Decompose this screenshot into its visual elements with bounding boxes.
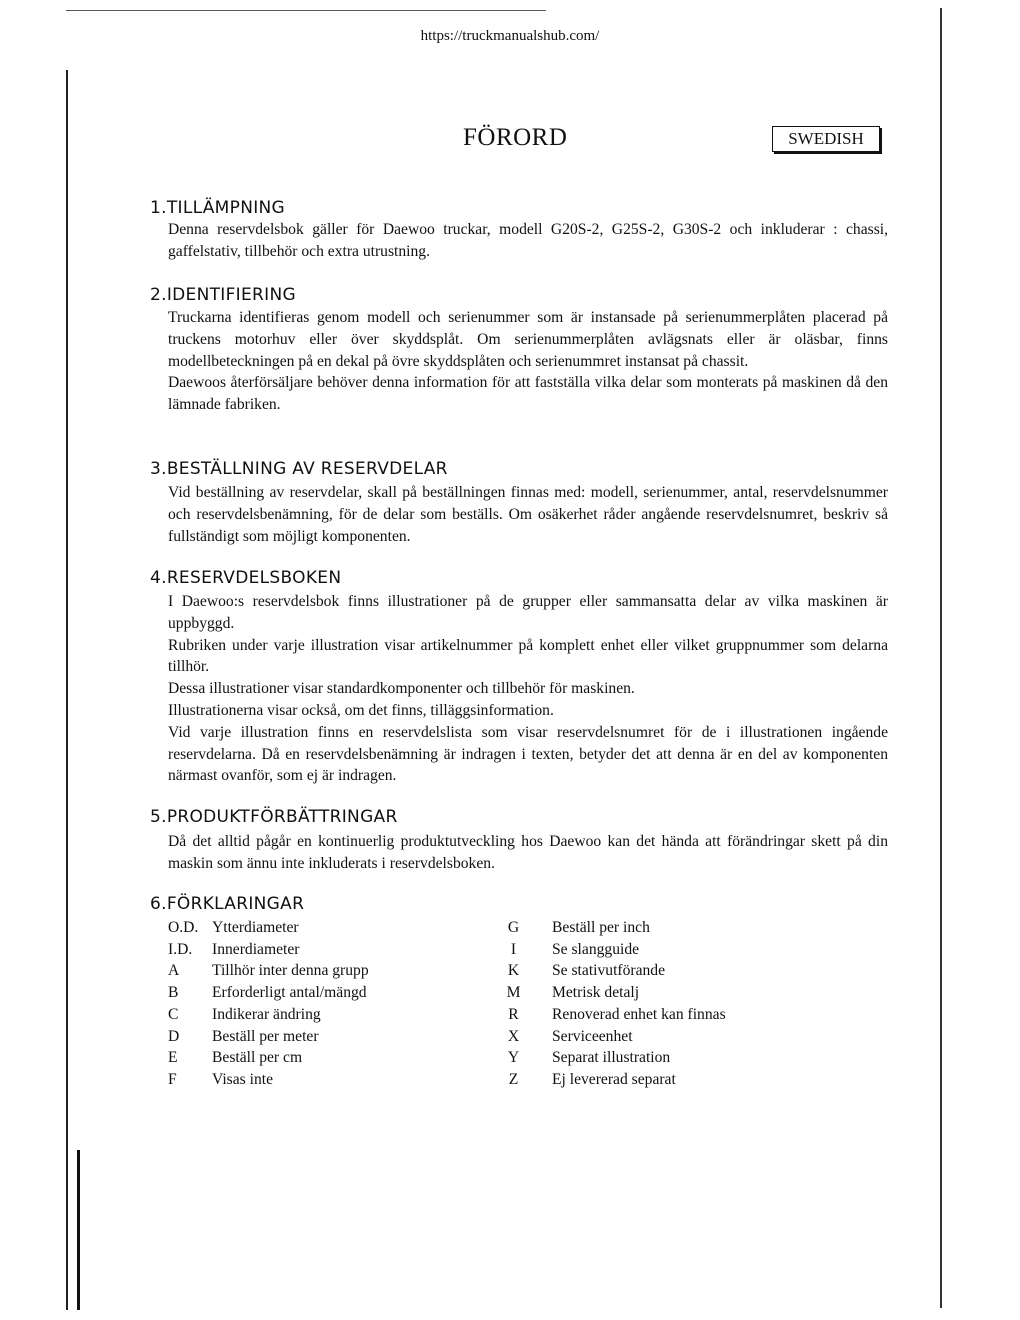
abbreviation-code: F bbox=[168, 1070, 177, 1088]
abbreviation-code: C bbox=[168, 1005, 179, 1023]
abbreviation-row bbox=[491, 1047, 821, 1069]
source-url[interactable]: https://truckmanualshub.com/ bbox=[420, 28, 600, 44]
abbreviation-code: O.D. bbox=[168, 919, 199, 936]
section-heading-identifiering: 2.IDENTIFIERING bbox=[150, 285, 296, 305]
abbreviation-text: Tillhör inter denna grupp bbox=[212, 962, 369, 980]
abbreviation-row bbox=[491, 939, 821, 961]
paragraph: Rubriken under varje illustration visar artikelnummer på komplett enhet eller vilket gruppnummer som delarna tillhör. bbox=[168, 636, 888, 676]
abbreviation-code: I.D. bbox=[168, 940, 193, 958]
abbreviation-row bbox=[168, 917, 468, 939]
abbreviation-code: E bbox=[168, 1049, 178, 1067]
paragraph: Illustrationerna visar också, om det finns, tilläggsinformation. bbox=[168, 701, 554, 719]
abbreviation-text: Beställ per meter bbox=[212, 1027, 319, 1045]
abbreviation-code: M bbox=[506, 984, 521, 1002]
scan-edge-left-lower bbox=[77, 1150, 80, 1310]
abbreviation-text: Erforderligt antal/mängd bbox=[212, 984, 367, 1002]
abbreviation-row bbox=[168, 1047, 468, 1069]
abbreviation-text: Innerdiameter bbox=[212, 940, 300, 958]
paragraph: Då det alltid pågår en kontinuerlig produktutveckling hos Daewoo kan det hända att förändringar skett på din maskin som ännu inte inkluderats i reservdelsboken. bbox=[168, 833, 888, 872]
abbreviation-row bbox=[168, 1026, 468, 1048]
abbreviation-list-right bbox=[491, 917, 821, 1091]
abbreviation-list-left bbox=[168, 917, 468, 1091]
abbreviation-text: Beställ per cm bbox=[212, 1049, 303, 1067]
language-badge: SWEDISH bbox=[772, 126, 880, 152]
abbreviation-row bbox=[168, 982, 468, 1004]
abbreviation-code: B bbox=[168, 984, 179, 1002]
section-body-produktforbattringar bbox=[168, 831, 888, 875]
abbreviation-text: Ytterdiameter bbox=[212, 919, 299, 936]
abbreviation-row bbox=[491, 1069, 821, 1091]
page-title: FÖRORD bbox=[463, 124, 568, 151]
abbreviation-text: Se slangguide bbox=[552, 940, 640, 958]
abbreviation-text: Ej levererad separat bbox=[552, 1070, 676, 1088]
abbreviation-row bbox=[168, 960, 468, 982]
abbreviation-code: K bbox=[507, 962, 520, 980]
paragraph: Vid varje illustration finns en reservdelslista som visar reservdelsnumret för de i illustrationen ingående reservdelarna. Då en reservdelsbenämning är indragen i texten, betyder det att denna är en del av komponenten närmast ovanför, som ej är indragen. bbox=[168, 723, 888, 785]
paragraph: Dessa illustrationer visar standardkomponenter och tillbehör för maskinen. bbox=[168, 680, 635, 698]
paragraph: I Daewoo:s reservdelsbok finns illustrationer på de grupper eller sammansatta delar av vilka maskinen är uppbyggd. bbox=[168, 593, 888, 632]
abbreviation-text: Separat illustration bbox=[552, 1049, 671, 1067]
abbreviation-row bbox=[491, 1004, 821, 1026]
abbreviation-text: Indikerar ändring bbox=[212, 1005, 321, 1023]
abbreviation-code: G bbox=[507, 919, 520, 936]
section-heading-produktforbattringar: 5.PRODUKTFÖRBÄTTRINGAR bbox=[150, 807, 398, 827]
abbreviation-row bbox=[491, 917, 821, 939]
abbreviation-text: Renoverad enhet kan finnas bbox=[552, 1005, 726, 1023]
abbreviation-row bbox=[491, 960, 821, 982]
abbreviation-text: Visas inte bbox=[212, 1070, 273, 1088]
abbreviation-code: Z bbox=[508, 1070, 519, 1088]
abbreviation-text: Beställ per inch bbox=[552, 919, 650, 936]
abbreviation-code: R bbox=[508, 1005, 519, 1023]
abbreviation-text: Se stativutförande bbox=[552, 962, 666, 980]
abbreviation-text: Serviceenhet bbox=[552, 1027, 633, 1045]
abbreviation-row bbox=[491, 1026, 821, 1048]
paragraph: Truckarna identifieras genom modell och serienummer som är instansade på serienummerplåten placerad på truckens motorhuv eller över skyddsplåt. Om serienummerplåten avlägsnats eller är oläsbar, finns modellbeteckningen på en dekal på övre skyddsplåten och serienummret instansat på chassit. bbox=[168, 309, 888, 370]
section-heading-reservdelsboken: 4.RESERVDELSBOKEN bbox=[150, 568, 342, 588]
abbreviation-code: D bbox=[168, 1027, 180, 1045]
section-body-tillampning bbox=[168, 219, 888, 263]
paragraph: Daewoos återförsäljare behöver denna information för att fastställa vilka delar som monterats på maskinen då den lämnade fabriken. bbox=[168, 374, 888, 414]
scan-edge-top bbox=[66, 10, 546, 11]
abbreviation-text: Metrisk detalj bbox=[552, 984, 640, 1002]
section-heading-bestallning: 3.BESTÄLLNING AV RESERVDELAR bbox=[150, 459, 448, 479]
abbreviation-row bbox=[168, 1069, 468, 1091]
paragraph: Vid beställning av reservdelar, skall på beställningen finnas med: modell, serienummer, antal, reservdelsnummer och reservdelsbenämning, för de delar som beställs. Om osäkerhet råder angående reservdelsnumret, beskriv så fullständigt som möjligt komponenten. bbox=[168, 484, 888, 545]
abbreviation-code: Y bbox=[507, 1049, 520, 1067]
abbreviation-code: A bbox=[168, 962, 180, 980]
abbreviation-row bbox=[168, 939, 468, 961]
abbreviation-code: I bbox=[510, 940, 517, 958]
section-heading-forklaringar: 6.FÖRKLARINGAR bbox=[150, 894, 305, 914]
section-body-identifiering bbox=[168, 307, 888, 416]
abbreviation-row bbox=[168, 1004, 468, 1026]
scan-edge-left bbox=[66, 70, 68, 1310]
section-body-bestallning bbox=[168, 482, 888, 547]
abbreviation-code: X bbox=[507, 1027, 520, 1045]
section-heading-tillampning: 1.TILLÄMPNING bbox=[150, 198, 286, 218]
paragraph: Denna reservdelsbok gäller för Daewoo truckar, modell G20S-2, G25S-2, G30S-2 och inkluderar : chassi, gaffelstativ, tillbehör och extra utrustning. bbox=[168, 221, 888, 260]
abbreviation-row bbox=[491, 982, 821, 1004]
scan-edge-right bbox=[940, 8, 942, 1308]
section-body-reservdelsboken bbox=[168, 591, 888, 787]
